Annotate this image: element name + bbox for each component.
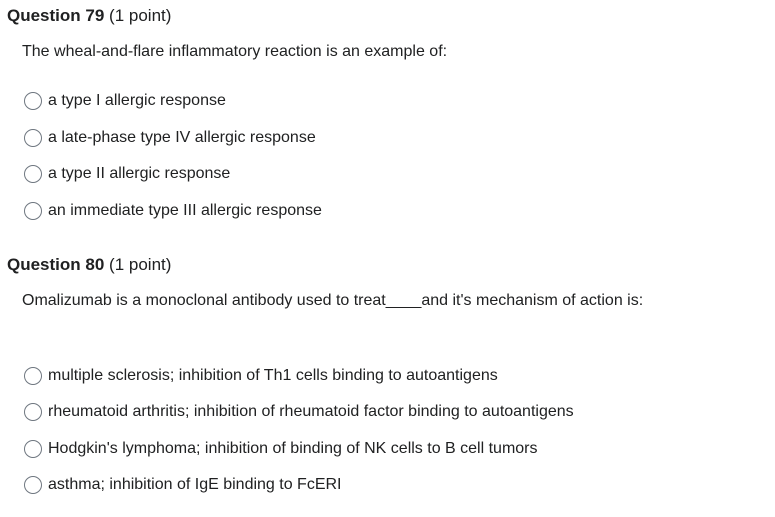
answer-option[interactable] (24, 199, 322, 223)
answer-option-label: Hodgkin's lymphoma; inhibition of binding of NK cells to B cell tumors (48, 440, 538, 457)
radio-button[interactable] (24, 403, 42, 421)
answer-option-label: a type II allergic response (48, 165, 231, 182)
answer-option[interactable] (24, 89, 226, 113)
radio-button[interactable] (24, 92, 42, 110)
question-header (7, 6, 171, 26)
answer-option[interactable] (24, 162, 230, 186)
answer-option-label: an immediate type III allergic response (48, 202, 322, 219)
radio-button[interactable] (24, 440, 42, 458)
answer-option-label: a type I allergic response (48, 92, 226, 109)
answer-option[interactable] (24, 437, 538, 461)
question-number: Question 80 (7, 255, 105, 274)
question-prompt: The wheal-and-flare inflammatory reaction is an example of: (22, 43, 448, 60)
radio-button[interactable] (24, 202, 42, 220)
question-prompt: Omalizumab is a monoclonal antibody used to treat____and it's mechanism of action is: (22, 292, 644, 309)
question-points: (1 point) (109, 255, 172, 274)
answer-option[interactable] (24, 473, 342, 497)
radio-button[interactable] (24, 476, 42, 494)
answer-option[interactable] (24, 400, 574, 424)
answer-option[interactable] (24, 364, 498, 388)
radio-button[interactable] (24, 367, 42, 385)
answer-option-label: a late-phase type IV allergic response (48, 129, 316, 146)
answer-option-label: rheumatoid arthritis; inhibition of rheumatoid factor binding to autoantigens (48, 403, 574, 420)
question-points: (1 point) (109, 6, 172, 25)
radio-button[interactable] (24, 129, 42, 147)
question-header (7, 255, 171, 275)
question-number: Question 79 (7, 6, 105, 25)
answer-option-label: multiple sclerosis; inhibition of Th1 cells binding to autoantigens (48, 367, 498, 384)
answer-option[interactable] (24, 126, 316, 150)
answer-option-label: asthma; inhibition of IgE binding to FcERI (48, 476, 342, 493)
radio-button[interactable] (24, 165, 42, 183)
